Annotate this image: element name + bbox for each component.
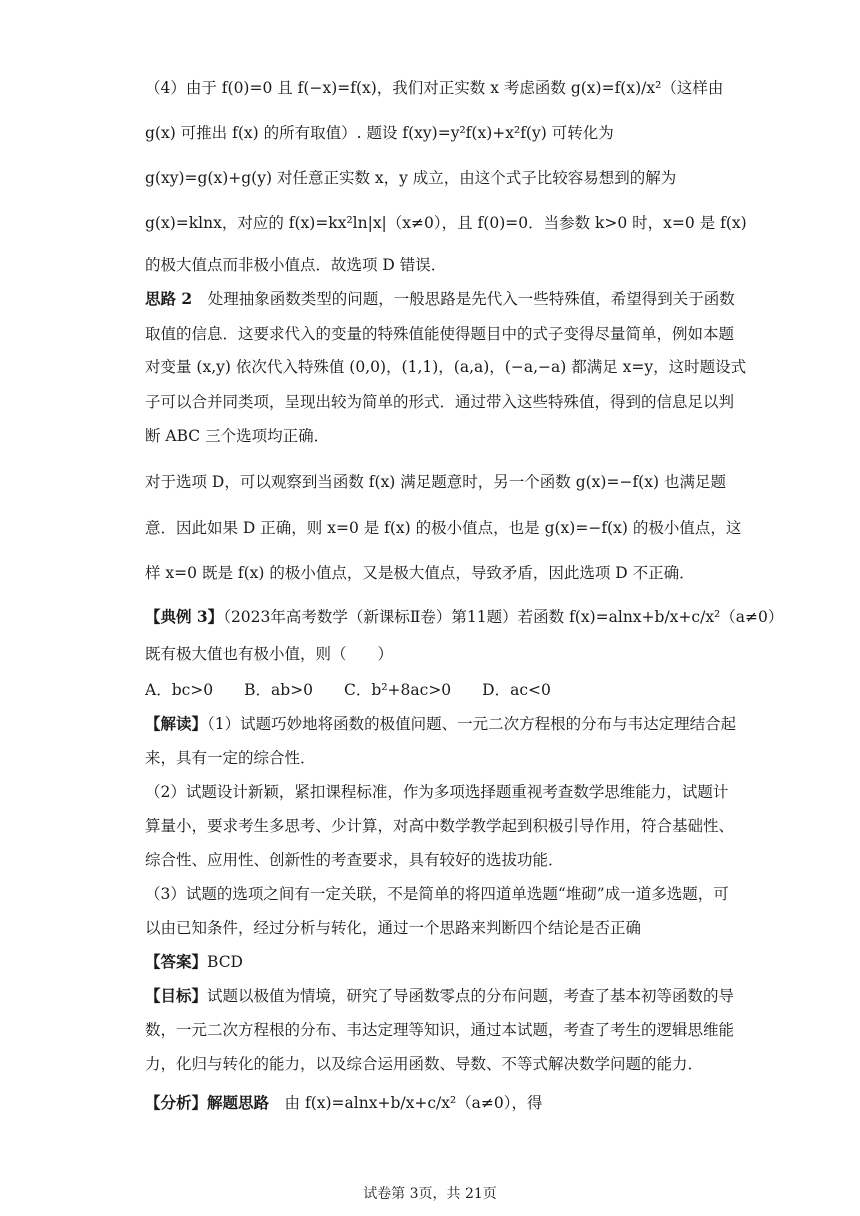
text-line: 子可以合并同类项，呈现出较为简单的形式．通过带入这些特殊值，得到的信息足以判 [145,393,735,411]
section-label: 思路 2 [145,289,193,308]
section-label: 【典例 3】 [145,607,224,626]
answer-options: A．bc>0 B．ab>0 C．b²+8ac>0 D．ac<0 [145,681,551,699]
text-line: g(x) 可推出 f(x) 的所有取值）. 题设 f(xy)=y²f(x)+x²f(y) 可转化为 [145,124,614,142]
text-line: 【目标】试题以极值为情境，研究了导函数零点的分布问题，考查了基本初等函数的导 [145,986,735,1005]
text-line: （4）由于 f(0)=0 且 f(−x)=f(x)，我们对正实数 x 考虑函数 g(x)=f(x)/x²（这样由 [145,79,724,97]
text-line: 力，化归与转化的能力，以及综合运用函数、导数、不等式解决数学问题的能力． [145,1055,704,1073]
text-line: 断 ABC 三个选项均正确． [145,427,330,445]
text-line: 样 x=0 既是 f(x) 的极小值点，又是极大值点，导致矛盾，因此选项 D 不正确． [145,564,695,582]
text-line: 取值的信息．这要求代入的变量的特殊值能使得题目中的式子变得尽量简单，例如本题 [145,325,735,343]
text-line: 【典例 3】（2023年高考数学（新课标Ⅱ卷）第11题）若函数 f(x)=alnx+b/x+c/x²（a≠0） [145,607,784,626]
text-line: 数，一元二次方程根的分布、韦达定理等知识，通过本试题，考查了考生的逻辑思维能 [145,1021,735,1039]
section-label: 【目标】 [145,986,208,1005]
text-line: 【解读】（1）试题巧妙地将函数的极值问题、一元二次方程根的分布与韦达定理结合起 [145,714,737,733]
text-line: 的极大值点而非极小值点．故选项 D 错误． [145,256,447,274]
text-line: （3）试题的选项之间有一定关联，不是简单的将四道单选题“堆砌”成一道多选题，可 [145,885,729,903]
section-label: 解题思路 [207,1093,270,1112]
text-line: 算量小，要求考生多思考、少计算，对高中数学教学起到积极引导作用，符合基础性、 [145,817,735,835]
text-line: 【答案】BCD [145,952,243,971]
text-line: 对于选项 D，可以观察到当函数 f(x) 满足题意时，另一个函数 g(x)=−f(x) 也满足题 [145,473,726,491]
section-label: 【答案】 [145,952,208,971]
text-line: 意．因此如果 D 正确，则 x=0 是 f(x) 的极小值点，也是 g(x)=−f(x) 的极小值点，这 [145,519,742,537]
section-label: 【解读】 [145,714,208,733]
text-line: g(xy)=g(x)+g(y) 对任意正实数 x，y 成立，由这个式子比较容易想到的解为 [145,169,677,187]
section-label: 【分析】 [145,1093,208,1112]
text-line: g(x)=klnx，对应的 f(x)=kx²ln|x|（x≠0），且 f(0)=0．当参数 k>0 时，x=0 是 f(x) [145,214,747,232]
text-line: 综合性、应用性、创新性的考查要求，具有较好的选拔功能． [145,851,564,869]
text-line: 既有极大值也有极小值，则（ ） [145,645,394,663]
page-footer: 试卷第 3页，共 21页 [363,1186,497,1202]
text-line: 思路 2 处理抽象函数类型的问题，一般思路是先代入一些特殊值，希望得到关于函数 [145,289,735,308]
text-line: 对变量 (x,y) 依次代入特殊值 (0,0)，(1,1)，(a,a)，(−a,−a) 都满足 x=y，这时题设式 [145,358,747,376]
text-line: 【分析】解题思路 由 f(x)=alnx+b/x+c/x²（a≠0），得 [145,1093,543,1112]
text-line: 以由已知条件，经过分析与转化，通过一个思路来判断四个结论是否正确 [145,919,642,937]
text-line: （2）试题设计新颖，紧扣课程标准，作为多项选择题重视考查数学思维能力，试题计 [145,783,729,801]
text-line: 来，具有一定的综合性． [145,749,316,767]
